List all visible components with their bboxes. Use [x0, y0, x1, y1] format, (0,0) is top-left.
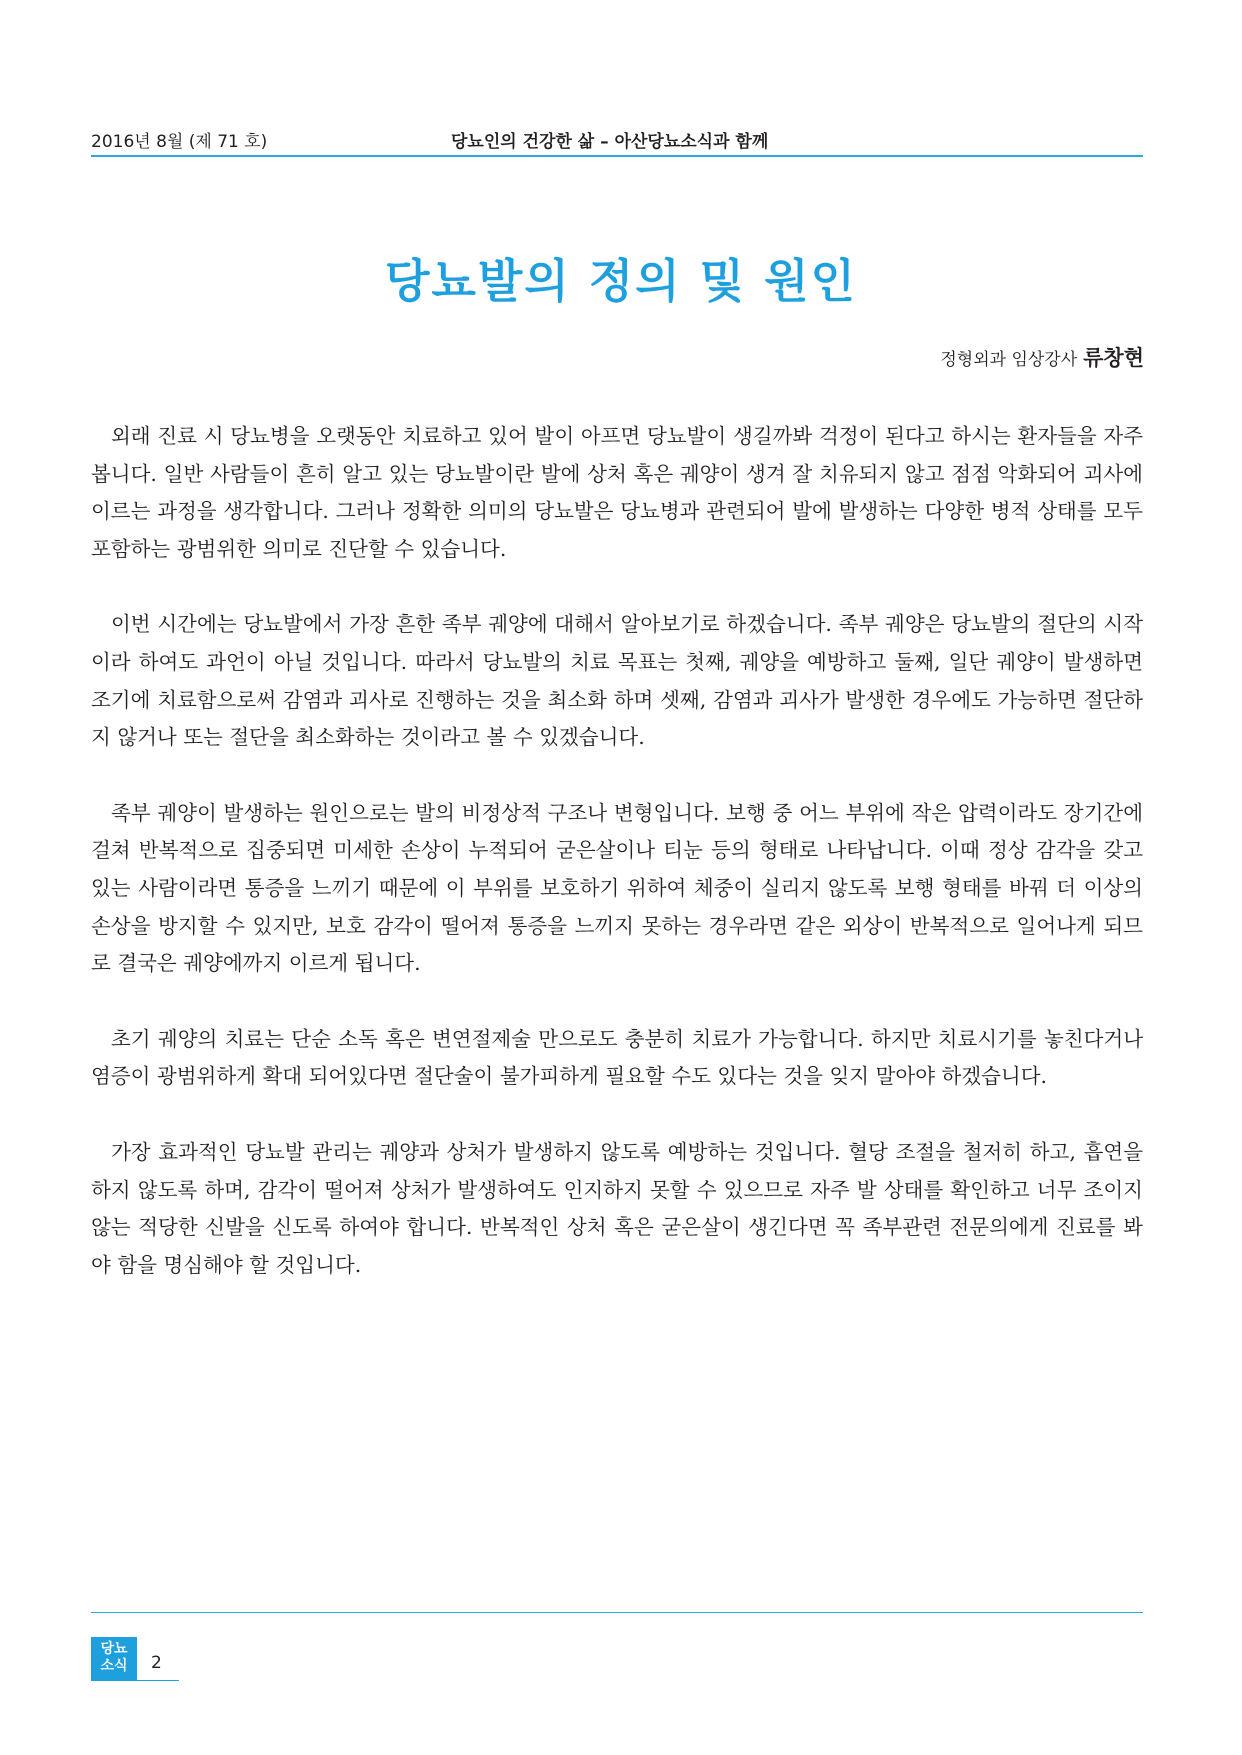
page-number-underline — [137, 1680, 179, 1681]
paragraph: 족부 궤양이 발생하는 원인으로는 발의 비정상적 구조나 변형입니다. 보행 중 어느 부위에 작은 압력이라도 장기간에 걸쳐 반복적으로 집중되면 미세한 손상이 누적되어 굳은살이나 티눈 등의 형태로 나타납니다. 이때 정상 감각을 갖고 있는 사람이라면 통증을 느끼기 때문에 이 부위를 보호하기 위하여 체중이 실리지 않도록 보행 형태를 바꿔 더 이상의 손상을 방지할 수 있지만, 보호 감각이 떨어져 통증을 느끼지 못하는 경우라면 같은 외상이 반복적으로 일어나게 되므로 결국은 궤양에까지 이르게 됩니다. — [91, 800, 1143, 976]
badge-line-2: 소식 — [100, 1658, 128, 1674]
article-body — [91, 418, 1143, 1322]
magazine-title: 당뇨인의 건강한 삶 – 아산당뇨소식과 함께 — [451, 132, 769, 152]
footer-divider — [91, 1612, 1143, 1613]
paragraph: 이번 시간에는 당뇨발에서 가장 흔한 족부 궤양에 대해서 알아보기로 하겠습니다. 족부 궤양은 당뇨발의 절단의 시작이라 하여도 과언이 아닐 것입니다. 따라서 당뇨발의 치료 목표는 첫째, 궤양을 예방하고 둘째, 일단 궤양이 발생하면 조기에 치료함으로써 감염과 괴사로 진행하는 것을 최소화 하며 셋째, 감염과 괴사가 발생한 경우에도 가능하면 절단하지 않거나 또는 절단을 최소화하는 것이라고 볼 수 있겠습니다. — [91, 612, 1143, 750]
author-byline — [940, 342, 1144, 372]
paragraph: 외래 진료 시 당뇨병을 오랫동안 치료하고 있어 발이 아프면 당뇨발이 생길까봐 걱정이 된다고 하시는 환자들을 자주 봅니다. 일반 사람들이 흔히 알고 있는 당뇨발이란 발에 상처 혹은 궤양이 생겨 잘 치유되지 않고 점점 악화되어 괴사에 이르는 과정을 생각합니다. 그러나 정확한 의미의 당뇨발은 당뇨병과 관련되어 발에 발생하는 다양한 병적 상태를 모두 포함하는 광범위한 의미로 진단할 수 있습니다. — [91, 424, 1143, 561]
author-name: 류창현 — [1083, 346, 1144, 370]
article-title: 당뇨발의 정의 및 원인 — [385, 254, 857, 308]
page-number: 2 — [151, 1653, 162, 1673]
badge-line-1: 당뇨 — [100, 1641, 128, 1657]
page-header — [91, 125, 1143, 157]
paragraph: 가장 효과적인 당뇨발 관리는 궤양과 상처가 발생하지 않도록 예방하는 것입니다. 혈당 조절을 철저히 하고, 흡연을 하지 않도록 하며, 감각이 떨어져 상처가 발생하여도 인지하지 못할 수 있으므로 자주 발 상태를 확인하고 너무 조이지 않는 적당한 신발을 신도록 하여야 합니다. 반복적인 상처 혹은 굳은살이 생긴다면 꼭 족부관련 전문의에게 진료를 봐야 함을 명심해야 할 것입니다. — [91, 1139, 1143, 1277]
issue-label: 2016년 8월 (제 71 호) — [91, 132, 268, 152]
paragraph: 초기 궤양의 치료는 단순 소독 혹은 변연절제술 만으로도 충분히 치료가 가능합니다. 하지만 치료시기를 놓친다거나 염증이 광범위하게 확대 되어있다면 절단술이 불가피하게 필요할 수도 있다는 것을 잊지 말아야 하겠습니다. — [91, 1026, 1143, 1089]
author-role: 정형외과 임상강사 — [940, 350, 1078, 370]
publication-badge — [91, 1637, 137, 1681]
